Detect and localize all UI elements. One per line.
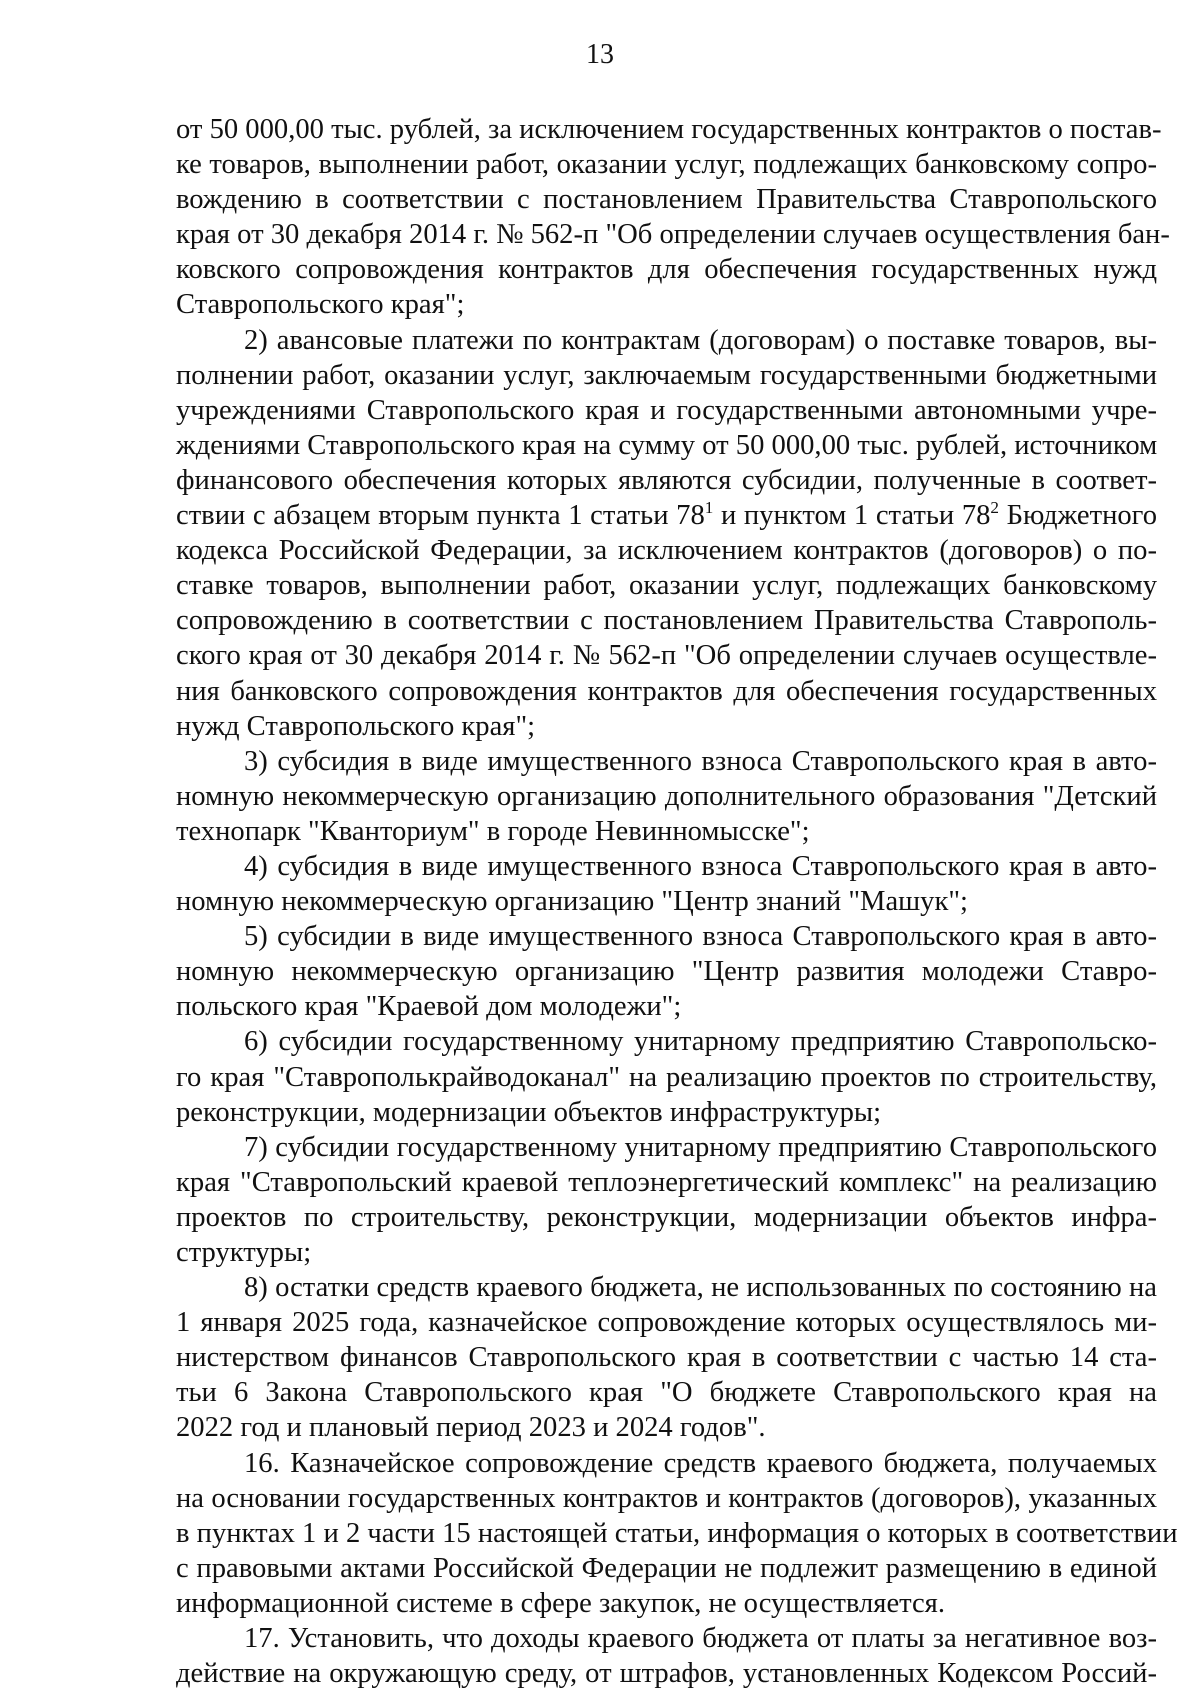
text-line: нистерством финансов Ставропольского края в соответствии с частью 14 ста-	[176, 1342, 1157, 1374]
text-line: сопровождению в соответствии с постановлением Правительства Ставрополь-	[176, 605, 1157, 637]
text-line: ставке товаров, выполнении работ, оказании услуг, подлежащих банковскому	[176, 570, 1157, 602]
clause-17	[176, 1621, 1157, 1691]
text-line: Ставропольского края";	[176, 289, 465, 321]
page-number: 13	[586, 39, 614, 70]
text-line: 6) субсидии государственному унитарному предприятию Ставропольско-	[244, 1026, 1157, 1058]
text-line: ке товаров, выполнении работ, оказании услуг, подлежащих банковскому сопро-	[176, 149, 1157, 181]
text-line: номную некоммерческую организацию "Центр знаний "Машук";	[176, 886, 968, 918]
list-item-2	[176, 323, 1157, 744]
text-line: края "Ставропольский краевой теплоэнергетический комплекс" на реализацию	[176, 1166, 1157, 1198]
text-line: края от 30 декабря 2014 г. № 562-п "Об определении случаев осуществления бан-	[176, 219, 1170, 251]
paragraph-continuation	[176, 112, 1170, 323]
text-line-with-superscripts	[176, 498, 1157, 533]
text-line: в пунктах 1 и 2 части 15 настоящей статьи, информация о которых в соответствии	[176, 1517, 1178, 1549]
superscript: 1	[704, 497, 714, 517]
text-line: тьи 6 Закона Ставропольского края "О бюджете Ставропольского края на	[176, 1377, 1157, 1409]
list-item-8	[176, 1270, 1157, 1445]
text-fragment: Бюджетного	[999, 500, 1157, 532]
text-line: нужд Ставропольского края";	[176, 710, 536, 742]
text-line: ковского сопровождения контрактов для обеспечения государственных нужд	[176, 254, 1157, 286]
text-line: 4) субсидия в виде имущественного взноса Ставропольского края в авто-	[244, 850, 1157, 882]
superscript: 2	[990, 497, 999, 517]
text-line: проектов по строительству, реконструкции, модернизации объектов инфра-	[176, 1201, 1157, 1233]
clause-16	[176, 1446, 1178, 1621]
text-fragment: ствии с абзацем вторым пункта 1 статьи 78	[176, 500, 705, 532]
text-line: технопарк "Кванториум" в городе Невинномысске";	[176, 815, 810, 847]
text-line: польского края "Краевой дом молодежи";	[176, 991, 682, 1023]
text-line: вождению в соответствии с постановлением Правительства Ставропольского	[176, 184, 1157, 216]
list-item-5	[176, 919, 1157, 1024]
text-line: 17. Установить, что доходы краевого бюджета от платы за негативное воз-	[244, 1623, 1157, 1655]
text-fragment: и пунктом 1 статьи 78	[713, 500, 991, 532]
text-line: с правовыми актами Российской Федерации не подлежит размещению в единой	[176, 1552, 1157, 1584]
text-line: полнении работ, оказании услуг, заключаемым государственными бюджетными	[176, 359, 1157, 391]
text-line: финансового обеспечения которых являются субсидии, полученные в соответ-	[176, 464, 1157, 496]
document-body	[176, 112, 1178, 1691]
text-line: номную некоммерческую организацию "Центр развития молодежи Ставро-	[176, 956, 1157, 988]
text-line: 16. Казначейское сопровождение средств краевого бюджета, получаемых	[244, 1447, 1157, 1479]
text-line: го края "Ставрополькрайводоканал" на реализацию проектов по строительству,	[176, 1061, 1157, 1093]
text-line: структуры;	[176, 1237, 312, 1268]
list-item-3	[176, 744, 1157, 849]
text-line: действие на окружающую среду, от штрафов, установленных Кодексом Россий-	[176, 1658, 1157, 1690]
text-line: 5) субсидии в виде имущественного взноса Ставропольского края в авто-	[244, 921, 1157, 953]
text-line: ского края от 30 декабря 2014 г. № 562-п "Об определении случаев осуществле-	[176, 640, 1157, 672]
text-line: от 50 000,00 тыс. рублей, за исключением государственных контрактов о постав-	[176, 114, 1162, 145]
text-line: 2022 год и плановый период 2023 и 2024 годов".	[176, 1412, 766, 1444]
text-line: 8) остатки средств краевого бюджета, не использованных по состоянию на	[244, 1272, 1157, 1304]
text-line: 7) субсидии государственному унитарному предприятию Ставропольского	[244, 1131, 1157, 1163]
text-line: на основании государственных контрактов и контрактов (договоров), указанных	[176, 1482, 1157, 1514]
text-line: информационной системе в сфере закупок, не осуществляется.	[176, 1587, 945, 1619]
list-item-4	[176, 849, 1157, 919]
text-line: учреждениями Ставропольского края и государственными автономными учре-	[176, 394, 1157, 426]
text-line: 3) субсидия в виде имущественного взноса Ставропольского края в авто-	[244, 745, 1157, 777]
list-item-7	[176, 1130, 1157, 1270]
text-line: кодекса Российской Федерации, за исключением контрактов (договоров) о по-	[176, 535, 1157, 567]
list-item-6	[176, 1024, 1157, 1129]
text-line: 1 января 2025 года, казначейское сопровождение которых осуществлялось ми-	[176, 1307, 1157, 1339]
text-line: 2) авансовые платежи по контрактам (договорам) о поставке товаров, вы-	[244, 324, 1157, 356]
text-line: реконструкции, модернизации объектов инфраструктуры;	[176, 1096, 882, 1128]
text-line: номную некоммерческую организацию дополнительного образования "Детский	[176, 780, 1157, 812]
text-line: ждениями Ставропольского края на сумму от 50 000,00 тыс. рублей, источником	[176, 429, 1158, 461]
text-line: ния банковского сопровождения контрактов для обеспечения государственных	[176, 675, 1157, 707]
